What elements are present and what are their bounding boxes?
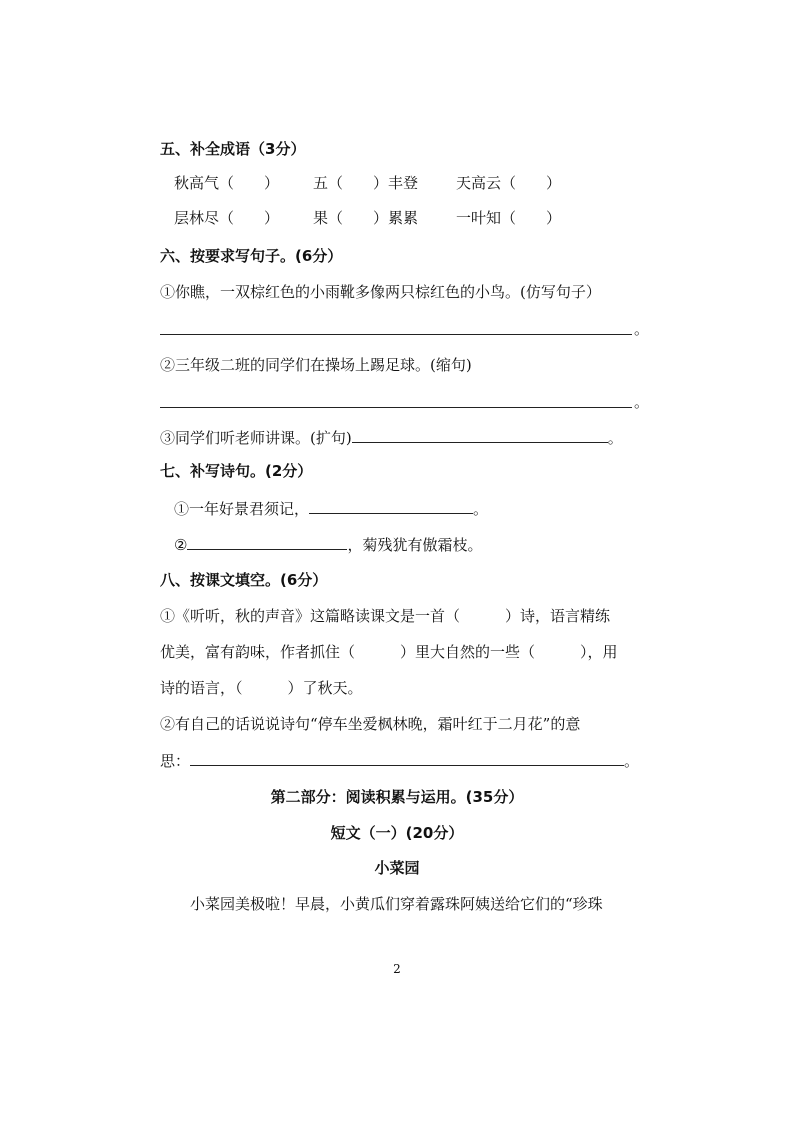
poem-line-2 xyxy=(174,533,482,556)
section-8-title: 八、按课文填空。(6分） xyxy=(160,571,328,589)
fill-question-2-prefix: 思： xyxy=(160,752,191,770)
idiom-2: 五（ ）丰登 xyxy=(313,174,419,192)
meaning-answer-period: 。 xyxy=(624,752,640,770)
part-2-title: 第二部分：阅读积累与运用。(35分） xyxy=(270,788,524,806)
answer-blank-3[interactable] xyxy=(352,426,608,443)
answer-line-2[interactable] xyxy=(160,406,632,408)
poem-line-1-period: 。 xyxy=(473,500,489,518)
sentence-question-1: ①你瞧，一双棕红色的小雨靴多像两只棕红色的小鸟。(仿写句子） xyxy=(160,283,601,301)
answer-line-1[interactable] xyxy=(160,333,632,335)
poem-blank-2[interactable] xyxy=(187,533,347,550)
fill-question-1-line-3: 诗的语言，（ ）了秋天。 xyxy=(160,679,363,697)
idiom-3: 天高云（ ） xyxy=(456,174,562,192)
poem-line-2-text: ，菊残犹有傲霜枝。 xyxy=(347,536,483,554)
poem-line-1-text: ①一年好景君须记， xyxy=(174,500,310,518)
answer-line-2-period: 。 xyxy=(634,393,650,411)
meaning-answer-blank[interactable] xyxy=(190,749,624,766)
section-7-title: 七、补写诗句。(2分） xyxy=(160,462,313,480)
passage-subtitle: 短文（一）(20分） xyxy=(330,824,464,842)
section-5-title: 五、补全成语（3分） xyxy=(160,140,306,158)
answer-blank-3-period: 。 xyxy=(607,429,623,447)
poem-line-1 xyxy=(174,497,488,520)
answer-line-1-period: 。 xyxy=(634,320,650,338)
passage-text-line-1: 小菜园美极啦！早晨，小黄瓜们穿着露珠阿姨送给它们的“珍珠 xyxy=(190,895,603,913)
fill-question-2-line-1: ②有自己的话说说诗句“停车坐爱枫林晚，霜叶红于二月花”的意 xyxy=(160,715,581,733)
page-number: 2 xyxy=(393,962,401,976)
fill-question-1-line-1: ①《听听，秋的声音》这篇略读课文是一首（ ）诗，语言精练 xyxy=(160,607,611,625)
poem-blank-1[interactable] xyxy=(309,497,473,514)
poem-line-2-num: ② xyxy=(174,536,188,554)
fill-question-1-line-2: 优美，富有韵味，作者抓住（ ）里大自然的一些（ ），用 xyxy=(160,643,618,661)
idiom-1: 秋高气（ ） xyxy=(174,174,280,192)
passage-title: 小菜园 xyxy=(374,859,420,877)
sentence-question-2: ②三年级二班的同学们在操场上踢足球。(缩句) xyxy=(160,356,472,374)
idiom-5: 果（ ）累累 xyxy=(313,209,419,227)
idiom-4: 层林尽（ ） xyxy=(174,209,280,227)
idiom-6: 一叶知（ ） xyxy=(456,209,562,227)
sentence-question-3 xyxy=(160,426,623,449)
fill-question-2-line-2 xyxy=(160,749,639,772)
section-6-title: 六、按要求写句子。(6分） xyxy=(160,247,343,265)
sentence-question-3-text: ③同学们听老师讲课。(扩句) xyxy=(160,429,352,447)
